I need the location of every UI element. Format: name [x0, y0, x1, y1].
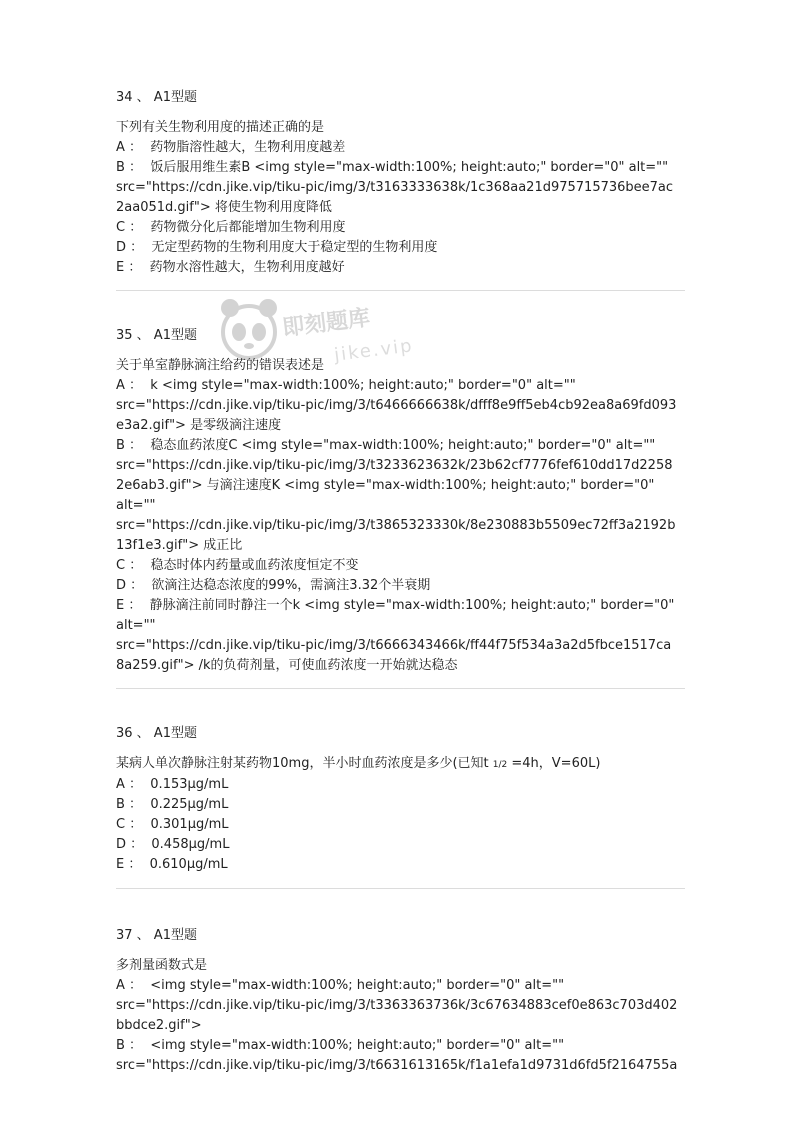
- option-a-cont: e3a2.gif"> 是零级滴注速度: [116, 418, 282, 433]
- question-header: 35 、 A1型题: [116, 328, 197, 343]
- option-b-cont: src="https://cdn.jike.vip/tiku-pic/img/3/t3233623632k/23b62cf7776fef610dd17d2258: [116, 458, 673, 473]
- option-c: C ： 药物微分化后都能增加生物利用度: [116, 220, 346, 235]
- option-a-cont: src="https://cdn.jike.vip/tiku-pic/img/3/t3363363736k/3c67634883cef0e863c703d402: [116, 998, 678, 1013]
- question-stem: [116, 754, 688, 775]
- option-b-cont: 2e6ab3.gif"> 与滴注速度K <img style="max-width:100%; height:auto;" border="0": [116, 478, 655, 493]
- half-life-subscript: 1/2: [492, 760, 508, 770]
- stem-text: =4h，V=60L): [507, 756, 601, 771]
- option-e-cont: alt="": [116, 618, 156, 633]
- option-d: D ： 欲滴注达稳态浓度的99%，需滴注3.32个半衰期: [116, 578, 431, 593]
- option-b-cont: src="https://cdn.jike.vip/tiku-pic/img/3/t3163333638k/1c368aa21d975715736bee7ac: [116, 180, 674, 195]
- option-a-cont: bbdce2.gif">: [116, 1018, 202, 1033]
- option-c: C ： 稳态时体内药量或血药浓度恒定不变: [116, 558, 359, 573]
- option-b-cont: src="https://cdn.jike.vip/tiku-pic/img/3/t3865323330k/8e230883b5509ec72ff3a2192b: [116, 518, 676, 533]
- option-a: A ： k <img style="max-width:100%; height:auto;" border="0" alt="": [116, 378, 576, 393]
- option-e-cont: 8a259.gif"> /k的负荷剂量，可使血药浓度一开始就达稳态: [116, 658, 458, 673]
- option-d: D ： 无定型药物的生物利用度大于稳定型的生物利用度: [116, 240, 438, 255]
- option-b: B ： 0.225μg/mL: [116, 797, 229, 812]
- option-a: A ： 0.153μg/mL: [116, 777, 229, 792]
- option-b-cont: src="https://cdn.jike.vip/tiku-pic/img/3/t6631613165k/f1a1efa1d9731d6fd5f2164755a: [116, 1058, 678, 1073]
- question-header: 37 、 A1型题: [116, 928, 197, 943]
- option-b-cont: 2aa051d.gif"> 将使生物利用度降低: [116, 200, 332, 215]
- watermark-domain: jike.vip: [333, 335, 415, 366]
- question-37: [116, 926, 688, 1076]
- question-stem: 多剂量函数式是: [116, 958, 208, 973]
- option-b-cont: 13f1e3.gif"> 成正比: [116, 538, 243, 553]
- divider: [116, 688, 685, 689]
- option-b: B ： 稳态血药浓度C <img style="max-width:100%; height:auto;" border="0" alt="": [116, 438, 656, 453]
- option-b: B ： <img style="max-width:100%; height:auto;" border="0" alt="": [116, 1038, 565, 1053]
- question-36: [116, 724, 688, 875]
- stem-text: 某病人单次静脉注射某药物10mg，半小时血药浓度是多少(已知t: [116, 756, 493, 771]
- question-header: 36 、 A1型题: [116, 726, 197, 741]
- option-e-cont: src="https://cdn.jike.vip/tiku-pic/img/3/t6666343466k/ff44f75f534a3a2d5fbce1517ca: [116, 638, 672, 653]
- question-35: [116, 326, 688, 676]
- option-a: A ： <img style="max-width:100%; height:auto;" border="0" alt="": [116, 978, 565, 993]
- question-stem: 下列有关生物利用度的描述正确的是: [116, 120, 325, 135]
- option-d: D ： 0.458μg/mL: [116, 837, 230, 852]
- option-a-cont: src="https://cdn.jike.vip/tiku-pic/img/3/t6466666638k/dfff8e9ff5eb4cb92ea8a69fd093: [116, 398, 677, 413]
- question-stem: 关于单室静脉滴注给药的错误表述是: [116, 358, 325, 373]
- question-34: [116, 88, 688, 278]
- option-e: E ： 药物水溶性越大，生物利用度越好: [116, 260, 345, 275]
- option-c: C ： 0.301μg/mL: [116, 817, 229, 832]
- option-a: A ： 药物脂溶性越大，生物利用度越差: [116, 140, 346, 155]
- watermark-brand: 即刻题库: [281, 305, 372, 342]
- option-e: E ： 0.610μg/mL: [116, 857, 228, 872]
- option-e: E ： 静脉滴注前同时静注一个k <img style="max-width:100%; height:auto;" border="0": [116, 598, 675, 613]
- divider: [116, 888, 685, 889]
- option-b: B ： 饭后服用维生素B <img style="max-width:100%; height:auto;" border="0" alt="": [116, 160, 669, 175]
- question-header: 34 、 A1型题: [116, 90, 197, 105]
- option-b-cont: alt="": [116, 498, 156, 513]
- divider: [116, 290, 685, 291]
